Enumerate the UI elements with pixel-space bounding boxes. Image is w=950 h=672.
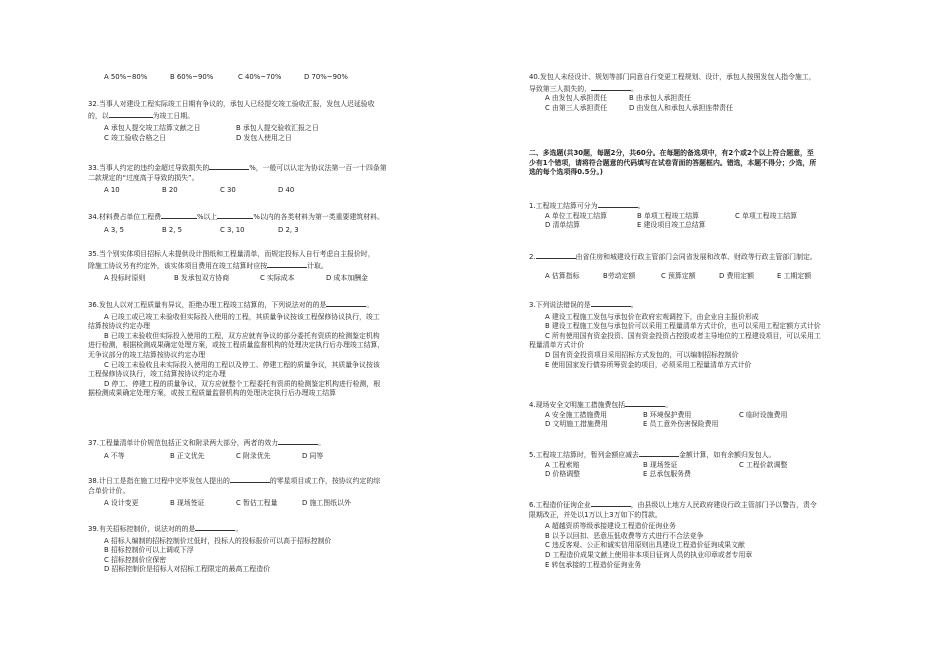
q40-option-d: D 由发包人和承包人承担连带责任 <box>629 103 733 112</box>
q39-option-c: C 招标控制价应保密 <box>104 555 167 564</box>
q36-stem-1: 36.发包人以对工程质量有异议，拒绝办理工程竣工结算的，下列说法对的的是 <box>88 301 327 309</box>
answer-blank <box>591 499 631 507</box>
m2-stem-1: 2. <box>529 253 536 261</box>
m2-option-c: C 预算定额 <box>661 271 696 280</box>
m1-stem-1: 1.工程竣工结算可分为 <box>529 202 598 210</box>
m2-option-b: B劳动定额 <box>603 271 636 280</box>
q35-option-a: A 投标时原则 <box>104 274 146 283</box>
answer-blank <box>161 211 197 219</box>
q38-stem-2: 的零星项目或工作，按协议约定的综 <box>269 477 381 485</box>
answer-blank <box>536 251 576 259</box>
q36-option-line: D 停工、停建工程的质量争议，双方应就整个工程委托有资质的检测鉴定机构进行检测，根 <box>104 379 381 388</box>
answer-blank <box>217 211 253 219</box>
q38-stem-3: 合单价计价。 <box>88 486 130 495</box>
q36-option-line: 无争议部分的竣工结算按协议约定办理 <box>88 350 206 359</box>
question-37 <box>88 437 463 461</box>
m2-option-a: A 估算指标 <box>545 271 580 280</box>
q38-option-d: D 施工图纸以外 <box>302 499 351 508</box>
q31-option-d: D 70%~90% <box>304 73 348 81</box>
q34-option-a: A 3, 5 <box>104 225 125 234</box>
q40-option-a: A 由发包人承担责任 <box>545 94 608 103</box>
answer-blank <box>625 399 665 407</box>
q33-option-b: B 20 <box>162 186 178 195</box>
question-35 <box>88 250 463 284</box>
q39-stem-1: 39.有关招标控制价，说法对的的是 <box>88 525 196 533</box>
q35-stem-3: 计取。 <box>307 261 328 270</box>
q36-option-line: 结算按协议约定办理 <box>88 322 151 331</box>
m3-stem-1: 3.下列说法错误的是 <box>529 301 591 309</box>
q39-option-d: D 招标控制价是招标人对招标工程限定的最高工程造价 <box>104 565 270 574</box>
multi-question-4 <box>529 399 904 430</box>
q32-option-c: C 竣工验收合格之日 <box>104 133 167 142</box>
m5-option-d: D 价格调整 <box>545 470 581 479</box>
q36-option-line: 据检测成果确定处理方案，或按工程质量监督机构的处理决定执行后办理竣工结算 <box>88 389 337 398</box>
question-40 <box>529 73 904 113</box>
q40-option-c: C 由第三人承担责任 <box>545 103 608 112</box>
q34-option-c: C 3, 10 <box>220 225 245 234</box>
m3-option-a: A 建设工程施工发包与承包价在政府宏观调控下，由企业自主报价形成 <box>545 312 759 321</box>
q34-stem-1: 34.材料费占单位工程费 <box>88 213 161 221</box>
q36-option-line: B 已竣工未验收但实际投入使用的工程，双方应就有争议的部分委托有资质的检测鉴定机构 <box>104 331 380 340</box>
q37-option-d: D 同等 <box>302 451 324 460</box>
answer-blank <box>230 475 270 483</box>
m1-option-e: E 建设项目竣工总结算 <box>637 221 706 230</box>
section-2-line: 二、多选题(共30题，每题2分，共60分。在每题的备选项中，有2个或2个以上符合题意，至 <box>529 149 814 157</box>
q36-option-line: C 已竣工未验收且未实际投入使用的工程以及停工、停建工程的质量争议，其质量争议按该 <box>104 360 380 369</box>
m2-stem-2: 由省住房和城建设行政主管部门会同省发展和改革、财政等行政主管部门制定。 <box>575 253 817 261</box>
q32-option-b: B 承包人提交验收汇报之日 <box>236 124 319 133</box>
q37-stem-1: 37.工程量清单计价规范包括正文和附录两大部分，两者的效力 <box>88 439 279 447</box>
answer-blank <box>278 437 318 445</box>
m6-stem-2: ，由县级以上地方人民政府建设行政主管部门予以警告，责令 <box>630 501 817 509</box>
m5-stem-1: 5.工程竣工结算时，暂列金额应减去 <box>529 451 639 459</box>
question-36 <box>88 299 463 399</box>
m6-option-d: D 工程造价成果文献上使用非本项目征询人员的执业印章或者专用章 <box>545 550 753 559</box>
q33-stem-1: 33.当事人约定的违约金超过导致损失的 <box>88 164 210 172</box>
q38-stem-1: 38.计日工是指在施工过程中完毕发包人提出的 <box>88 477 230 485</box>
q36-option-line: 工程保修协议执行，竣工结算按协议约定办理 <box>88 370 226 379</box>
m2-option-e: E 工期定额 <box>777 271 812 280</box>
q36-option-line: A 已竣工或已竣工未验收但实际投入使用的工程，其质量争议按该工程保修协议执行，竣工 <box>104 312 380 321</box>
answer-blank <box>591 83 631 91</box>
q32-stem-2: 的，以 <box>88 111 109 120</box>
m5-option-c: C 工程价款调整 <box>739 460 788 469</box>
m4-option-c: C 临时设施费用 <box>739 410 788 419</box>
q35-option-d: D 成本加酬金 <box>326 274 368 283</box>
m5-option-a: A 工程索赔 <box>545 460 580 469</box>
m4-option-e: E 员工意外伤害保险费用 <box>643 420 719 429</box>
q32-stem-3: 为竣工日期。 <box>152 111 195 120</box>
multi-question-5 <box>529 449 904 480</box>
m1-option-c: C 单项工程竣工结算 <box>735 211 798 220</box>
q32-stem-1: 32.当事人对建设工程实际竣工日期有争议的，承包人已经提交竣工验收汇报，发包人迟延验收 <box>88 100 375 108</box>
q40-stem-2: 导致第三人损失的， <box>529 84 592 93</box>
multi-question-6 <box>529 499 904 570</box>
q37-option-c: C 附录优先 <box>236 451 271 460</box>
q37-option-b: B 正文优先 <box>170 451 205 460</box>
m2-option-d: D 费用定额 <box>719 271 755 280</box>
q38-option-b: B 现场签证 <box>170 499 205 508</box>
answer-blank <box>598 200 638 208</box>
question-32 <box>88 100 463 143</box>
q40-stem-1: 40.发包人未经设计、规划等部门同意自行变更工程规划、设计，承包人按照发包人指令施工， <box>529 73 816 81</box>
q35-option-c: C 实际成本 <box>260 274 295 283</box>
m3-option-d: D 国有资金投资项目采用招标方式发包的，可以编制招标控制价 <box>545 350 739 359</box>
q35-option-b: B 发承包双方协商 <box>174 274 230 283</box>
q38-option-c: C 暂估工程量 <box>236 499 278 508</box>
m6-option-c: C 违反客观、公正和诚实信用原则出具建设工程造价征询成果文献 <box>545 541 745 550</box>
answer-blank <box>267 260 307 268</box>
multi-question-2 <box>529 251 904 281</box>
section-2-header <box>529 149 904 178</box>
m5-option-e: E 总承包服务费 <box>643 470 691 479</box>
section-2-line: 选的每个选项得0.5分。) <box>529 168 603 177</box>
m4-option-d: D 文明施工措施费用 <box>545 420 608 429</box>
q31-option-c: C 40%~70% <box>238 73 282 81</box>
m1-option-d: D 清单结算 <box>545 221 581 230</box>
m3-option-e: E 使用国家发行债券所筹资金的项目，必须采用工程量清单方式计价 <box>545 360 752 369</box>
m6-option-e: E 转包承接的工程造价征询业务 <box>545 560 642 569</box>
question-34 <box>88 211 463 235</box>
m6-option-a: A 超越资质等级承接建设工程造价征询业务 <box>545 522 676 531</box>
answer-blank <box>639 449 679 457</box>
q35-stem-2: 除施工协议另有约定外，该实体项目费用在竣工结算时应按 <box>88 261 268 270</box>
m5-stem-2: 金额计算，如有余额归发包人。 <box>678 451 776 459</box>
m6-stem-1: 6.工程造价征询企业 <box>529 501 591 509</box>
m3-option-c-cont: 程量清单方式计价 <box>529 341 585 350</box>
m1-stem-2: 。 <box>637 202 645 210</box>
q31-options <box>88 73 463 83</box>
q35-stem-1: 35.当个别实体项目招标人未提供设计图纸和工程量清单，而规定投标人自行考虑自主报价时， <box>88 250 375 258</box>
answer-blank <box>109 110 153 118</box>
q33-stem-3: 二款规定的“过度高于导致的损失”。 <box>88 173 199 182</box>
m3-option-c: C 所有使用国有资金投资、国有资金投资占控股或者主导地位的工程建设项目，可以采用工 <box>545 331 821 340</box>
m4-stem-2: 。 <box>665 401 673 409</box>
q34-option-b: B 2, 5 <box>162 225 183 234</box>
m4-option-b: B 环境保护费用 <box>643 410 692 419</box>
m1-option-a: A 单位工程竣工结算 <box>545 211 608 220</box>
m4-stem-1: 4.现场安全文明施工措施费包括 <box>529 401 626 409</box>
q40-stem-3: 。 <box>631 84 638 93</box>
q34-stem-2: %以上 <box>196 213 218 221</box>
q33-stem-2: %，一般可以认定为协议法第一百一十四条第 <box>249 164 387 172</box>
q34-option-d: D 2, 3 <box>278 225 299 234</box>
q39-option-b: B 招标控制价可以上调或下浮 <box>104 546 194 555</box>
q34-stem-3: %以内的各类材料为第一类重要建筑材料。 <box>253 213 384 221</box>
q39-stem-2: 。 <box>235 525 243 533</box>
answer-blank <box>209 162 249 170</box>
answer-blank <box>591 299 631 307</box>
m1-option-b: B 单项工程竣工结算 <box>637 211 700 220</box>
q32-option-a: A 承包人提交竣工结算文献之日 <box>104 124 201 133</box>
answer-blank <box>195 523 235 531</box>
q33-option-d: D 40 <box>278 186 295 195</box>
m4-option-a: A 安全施工措施费用 <box>545 410 608 419</box>
m3-option-b: B 建设工程施工发包与承包价可以采用工程量清单方式计价，也可以采用工程定额方式计价 <box>545 322 821 331</box>
answer-blank <box>326 299 366 307</box>
multi-question-1 <box>529 200 904 231</box>
q33-option-c: C 30 <box>220 186 236 195</box>
question-33 <box>88 162 463 196</box>
q31-option-a: A 50%~80% <box>104 73 148 81</box>
q40-option-b: B 由承包人承担责任 <box>629 94 692 103</box>
q37-stem-2: 。 <box>318 439 326 447</box>
section-2-line: 少有1个错项，请将符合题意的代码填写在试卷背面的答题框内。错选，本题不得分；少选，所 <box>529 158 817 167</box>
m5-option-b: B 现场签证 <box>643 460 678 469</box>
q39-option-a: A 招标人编制的招标控制价过低时，投标人的投标报价可以高于招标控制价 <box>104 536 332 545</box>
q36-option-line: 进行检测，根据检测成果确定处理方案，或按工程质量监督机构的处理决定执行后办理竣工结算， <box>88 341 385 350</box>
m3-stem-2: 。 <box>630 301 638 309</box>
question-39 <box>88 523 463 575</box>
question-38 <box>88 475 463 509</box>
q36-stem-2: 。 <box>366 301 374 309</box>
m6-stem-3: 限期改正，并处以1万以上3万如下的罚款。 <box>529 510 662 519</box>
q38-option-a: A 设计变更 <box>104 499 139 508</box>
q32-option-d: D 发包人使用之日 <box>236 133 292 142</box>
q31-option-b: B 60%~90% <box>170 73 214 81</box>
m6-option-b: B 以予以回扣、恶意压低收费等方式进行不合法竞争 <box>545 531 704 540</box>
q33-option-a: A 10 <box>104 186 120 195</box>
multi-question-3 <box>529 299 904 370</box>
q37-option-a: A 不等 <box>104 451 125 460</box>
